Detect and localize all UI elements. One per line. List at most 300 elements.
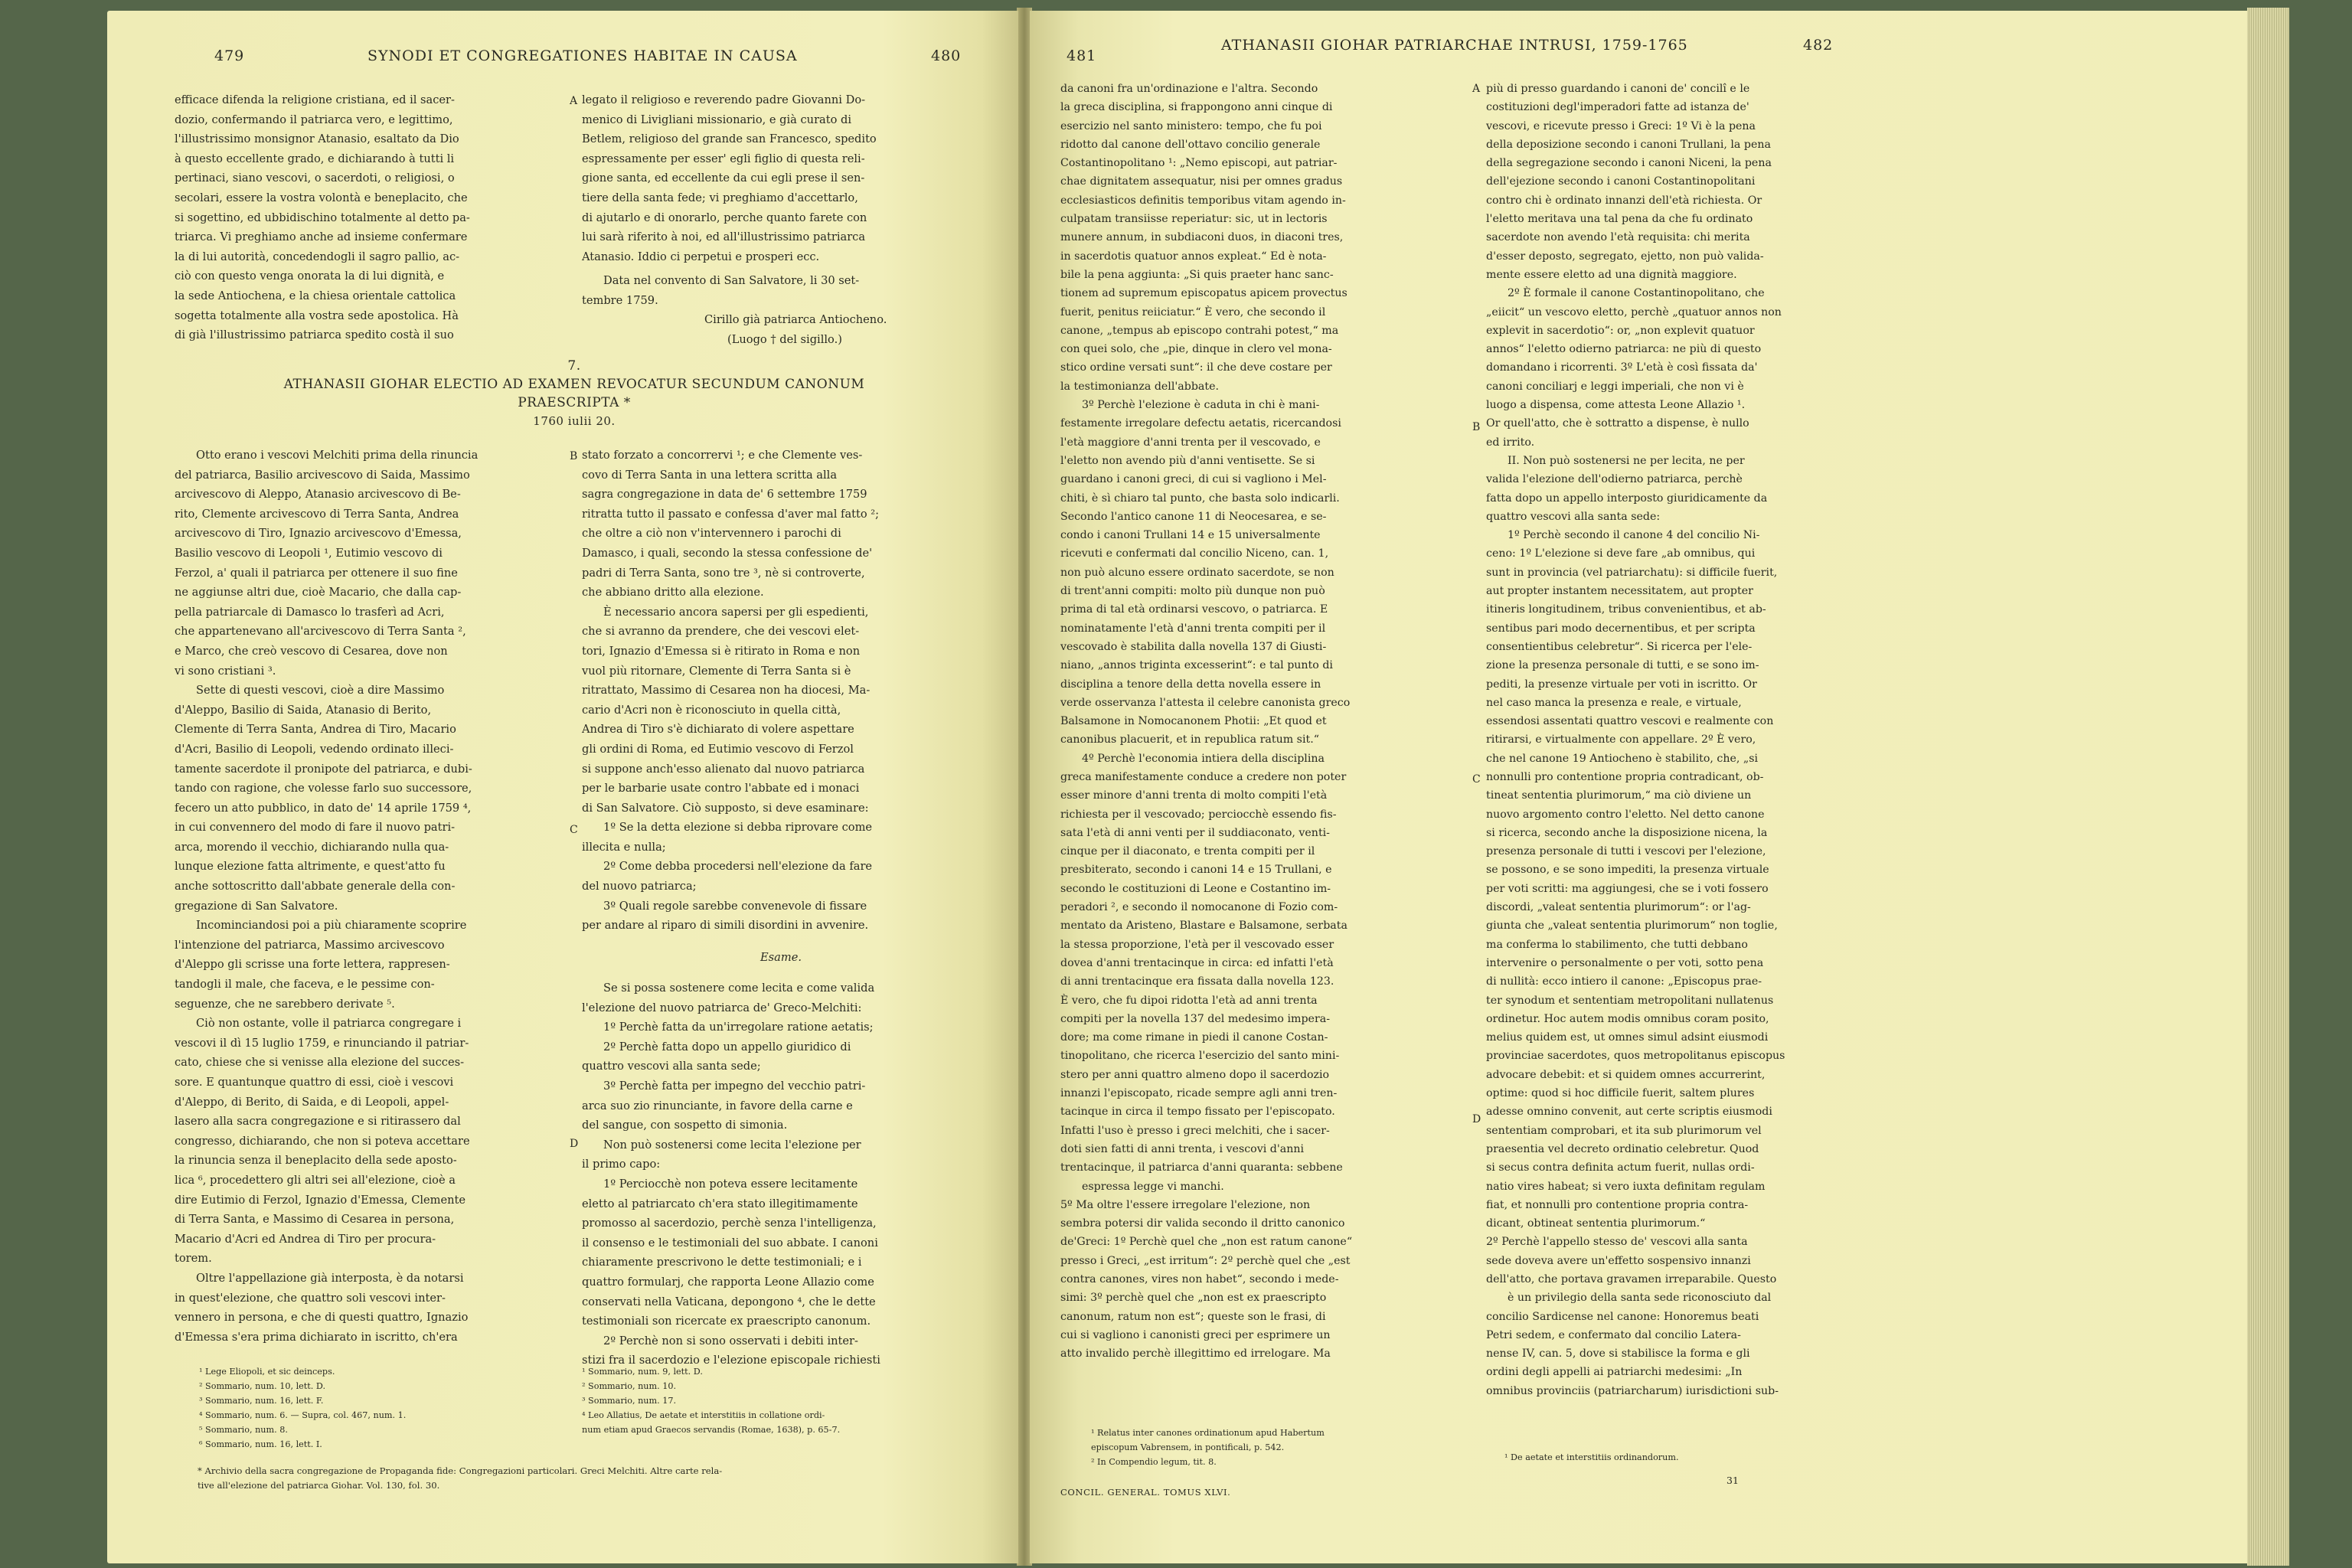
text-line: 5º Ma oltre l'essere irregolare l'elezione, non xyxy=(1060,1198,1311,1211)
text-line: di nullità: ecco intiero il canone: „Episcopus prae- xyxy=(1486,975,1762,988)
text-line: ne aggiunse altri due, cioè Macario, che dalla cap- xyxy=(175,586,462,599)
text-line: stico ordine versati sunt“: il che deve costare per xyxy=(1060,361,1332,374)
text-line: ritrattato, Massimo di Cesarea non ha diocesi, Ma- xyxy=(582,684,871,697)
text-line: dell'atto, che portava gravamen irreparabile. Questo xyxy=(1486,1273,1777,1285)
text-line: lui sarà riferito à noi, ed all'illustrissimo patriarca xyxy=(582,230,866,244)
margin-letter-c: C xyxy=(570,824,578,836)
text-line: tando con ragione, che volesse farlo suo successore, xyxy=(175,782,472,795)
text-line: Infatti l'uso è presso i greci melchiti, che i sacer- xyxy=(1060,1124,1330,1137)
text-line: munere annum, in subdiaconi duos, in diaconi tres, xyxy=(1060,231,1344,244)
text-line: condo i canoni Trullani 14 e 15 universalmente xyxy=(1060,529,1321,542)
text-line: padri di Terra Santa, sono tre ³, nè si controverte, xyxy=(582,566,865,580)
text-line: fiat, et nonnulli pro contentione propria contra- xyxy=(1486,1198,1749,1211)
text-line: fecero un atto pubblico, in dato de' 14 aprile 1759 ⁴, xyxy=(175,801,472,815)
text-line: Non può sostenersi come lecita l'elezione per xyxy=(603,1138,861,1152)
text-line: arca, morendo il vecchio, dichiarando nulla qua- xyxy=(175,840,449,854)
text-line: episcopum Vabrensem, in pontificali, p. 542. xyxy=(1091,1442,1285,1452)
text-line: consentientibus celebretur“. Si ricerca per l'ele- xyxy=(1486,640,1753,653)
text-line: culpatam transiisse reperiatur: sic, ut in lectoris xyxy=(1060,213,1328,226)
text-line: giunta che „valeat sententia plurimorum“ non toglie, xyxy=(1486,920,1778,933)
text-line: ter synodum et sententiam metropolitani nullatenus xyxy=(1486,994,1774,1007)
text-line: 3º Perchè fatta per impegno del vecchio patri- xyxy=(603,1079,866,1093)
text-line: stato forzato a concorrervi ¹; e che Clemente ves- xyxy=(582,449,863,462)
text-line: la testimonianza dell'abbate. xyxy=(1060,380,1219,393)
text-line: tandogli il male, che faceva, e le pessime con- xyxy=(175,978,435,991)
left-col2-body2 xyxy=(582,978,980,1370)
text-line: d'Aleppo gli scrisse una forte lettera, rappresen- xyxy=(175,958,450,972)
source-note-line-1: * Archivio della sacra congregazione de Propaganda fide: Congregazioni particolari. Greci Melchiti. Altre carte rela- xyxy=(198,1465,723,1476)
text-line: lica ⁶, procedettero gli altri sei all'elezione, cioè a xyxy=(175,1173,456,1187)
text-line: nuovo argomento contro l'eletto. Nel detto canone xyxy=(1486,808,1765,821)
text-line: 3º Quali regole sarebbe convenevole di fissare xyxy=(603,899,867,913)
text-line: ceno: 1º L'elezione si deve fare „ab omnibus, qui xyxy=(1486,547,1756,560)
text-line: ⁶ Sommario, num. 16, lett. I. xyxy=(199,1439,322,1449)
section-heading xyxy=(168,357,980,430)
text-line: sunt in provincia (vel patriarchatu): si difficile fuerit, xyxy=(1486,566,1778,579)
text-line: sogetta totalmente alla vostra sede apostolica. Hà xyxy=(175,309,459,322)
text-line: che abbiano dritto alla elezione. xyxy=(582,586,764,599)
text-line: della segregazione secondo i canoni Niceni, la pena xyxy=(1486,157,1772,170)
text-line: discordi, „valeat sententia plurimorum“: or l'ag- xyxy=(1486,901,1751,914)
text-line: 2º Come debba procedersi nell'elezione da fare xyxy=(603,860,873,874)
text-line: Se si possa sostenere come lecita e come valida xyxy=(603,982,875,995)
sheet-number: 31 xyxy=(1726,1475,1739,1486)
text-line: che appartenevano all'arcivescovo di Terra Santa ², xyxy=(175,625,466,639)
text-line: di San Salvatore. Ciò supposto, si deve esaminare: xyxy=(582,801,869,815)
text-line: nense IV, can. 5, dove si stabilisce la forma e gli xyxy=(1486,1348,1750,1361)
text-line: ciò con questo venga onorata la di lui dignità, e xyxy=(175,270,445,283)
text-line: quattro vescovi alla santa sede; xyxy=(582,1060,761,1073)
text-line: natio vires habeat; si vero iuxta definitam regulam xyxy=(1486,1180,1766,1193)
text-line: essendosi assentati quattro vescovi e realmente con xyxy=(1486,715,1774,728)
text-line: Betlem, religioso del grande san Francesco, spedito xyxy=(582,132,877,146)
text-line: 2º Perchè fatta dopo un appello giuridico di xyxy=(603,1040,851,1054)
text-line: costituzioni degl'imperadori fatte ad istanza de' xyxy=(1486,101,1749,114)
margin-letter-a-right: A xyxy=(1472,83,1481,95)
text-line: dicant, obtineat sententia plurimorum.“ xyxy=(1486,1217,1706,1230)
text-line: ² Sommario, num. 10. xyxy=(582,1381,677,1391)
left-footnotes-2 xyxy=(582,1364,980,1437)
text-line: da canoni fra un'ordinazione e l'altra. Secondo xyxy=(1060,83,1318,95)
text-line: stizi fra il sacerdozio e l'elezione episcopale richiesti xyxy=(582,1354,880,1367)
text-line: ridotto dal canone dell'ottavo concilio generale xyxy=(1060,138,1321,151)
text-line: di anni trentacinque era fissata dalla novella 123. xyxy=(1060,975,1334,988)
text-line: È vero, che fu dipoi ridotta l'età ad anni trenta xyxy=(1060,994,1318,1007)
text-line: ed irrito. xyxy=(1486,436,1535,449)
text-line: cario d'Acri non è riconosciuto in quella città, xyxy=(582,703,841,717)
text-line: il primo capo: xyxy=(582,1158,661,1171)
right-page-number-b: 482 xyxy=(1803,37,1834,54)
text-line: mente essere eletto ad una dignità maggiore. xyxy=(1486,268,1737,281)
text-line: di Terra Santa, e Massimo di Cesarea in persona, xyxy=(175,1213,455,1227)
left-page-number-a: 479 xyxy=(214,47,245,64)
section-date: 1760 iulii 20. xyxy=(533,414,616,428)
text-line: 2º Perchè non si sono osservati i debiti inter- xyxy=(603,1334,858,1348)
text-line: si secus contra definita actum fuerit, nullas ordi- xyxy=(1486,1161,1755,1174)
text-line: rito, Clemente arcivescovo di Terra Santa, Andrea xyxy=(175,507,459,521)
text-line: canoni conciliarj e leggi imperiali, che non vi è xyxy=(1486,380,1744,393)
text-line: congresso, dichiarando, che non si poteva accettare xyxy=(175,1134,470,1148)
text-line: Or quell'atto, che è sottratto a dispense, è nullo xyxy=(1486,417,1749,430)
text-line: d'Acri, Basilio di Leopoli, vedendo ordinato illeci- xyxy=(175,742,454,756)
text-line: cato, chiese che si venisse alla elezione del succes- xyxy=(175,1056,464,1070)
date-line: Data nel convento di San Salvatore, li 30 set- xyxy=(603,274,860,287)
text-line: chae dignitatem assequatur, nisi per omnes gradus xyxy=(1060,175,1343,188)
text-line: torem. xyxy=(175,1252,212,1266)
text-line: advocare debebit: et si quidem omnes accurrerint, xyxy=(1486,1068,1766,1081)
text-line: espressa legge vi manchi. xyxy=(1082,1180,1224,1193)
text-line: lasero alla sacra congregazione e si ritirassero dal xyxy=(175,1115,461,1129)
text-line: Basilio vescovo di Leopoli ¹, Eutimio vescovo di xyxy=(175,546,443,560)
text-line: provinciae sacerdotes, quos metropolitanus episcopus xyxy=(1486,1050,1785,1063)
text-line: pediti, la presenze virtuale per voti in iscritto. Or xyxy=(1486,678,1757,691)
text-line: Oltre l'appellazione già interposta, è da notarsi xyxy=(196,1271,464,1285)
text-line: aut propter instantem necessitatem, aut propter xyxy=(1486,585,1753,598)
text-line: bile la pena aggiunta: „Si quis praeter hanc sanc- xyxy=(1060,268,1334,281)
text-line: dore; ma come rimane in piedi il canone Costan- xyxy=(1060,1031,1328,1044)
left-page-number-b: 480 xyxy=(931,47,962,64)
text-line: presso i Greci, „est irritum“: 2º perchè quel che „est xyxy=(1060,1254,1351,1267)
letter-date xyxy=(582,271,980,349)
text-line: sembra potersi dir valida secondo il dritto canonico xyxy=(1060,1217,1345,1230)
text-line: chiti, è sì chiaro tal punto, che basta solo indicarli. xyxy=(1060,492,1340,505)
text-line: 1º Perciocchè non poteva essere lecitamente xyxy=(603,1177,858,1191)
text-line: esercizio nel santo ministero: tempo, che fu poi xyxy=(1060,119,1322,132)
text-line: per le barbarie usate contro l'abbate ed i monaci xyxy=(582,782,860,795)
text-line: espressamente per esser' egli figlio di questa reli- xyxy=(582,152,865,165)
text-line: tinopolitano, che ricerca l'esercizio del santo mini- xyxy=(1060,1050,1340,1063)
text-line: promosso al sacerdozio, perchè senza l'intelligenza, xyxy=(582,1217,877,1230)
text-line: presenza personale di tutti i vescovi per l'elezione, xyxy=(1486,845,1766,858)
margin-letter-b: B xyxy=(570,450,578,462)
text-line: ordini degli appelli ai patriarchi medesimi: „In xyxy=(1486,1366,1743,1379)
text-line: ¹ De aetate et interstitiis ordinandorum. xyxy=(1504,1452,1679,1462)
text-line: melius quidem est, ut omnes simul adsint eiusmodi xyxy=(1486,1031,1769,1044)
text-line: sententiam comprobari, et ita sub plurimorum vel xyxy=(1486,1124,1762,1137)
text-line: tineat sententia plurimorum,“ ma ciò diviene un xyxy=(1486,789,1752,802)
text-line: compiti per la novella 137 del medesimo impera- xyxy=(1060,1012,1330,1025)
text-line: gione santa, ed eccellente da cui egli prese il sen- xyxy=(582,172,865,185)
right-col2 xyxy=(1486,80,1900,1400)
text-line: dozio, confermando il patriarca vero, e legittimo, xyxy=(175,113,453,126)
text-line: fatta dopo un appello interposto giuridicamente da xyxy=(1486,492,1768,505)
text-line: peradori ², e secondo il nomocanone di Fozio com- xyxy=(1060,901,1338,914)
text-line: ma conferma lo stabilimento, che tutti debbano xyxy=(1486,938,1748,951)
text-line: arca suo zio rinunciante, in favore della carne e xyxy=(582,1099,853,1112)
text-line: dovea d'anni trentacinque in circa: ed infatti l'età xyxy=(1060,956,1334,969)
text-line: 4º Perchè l'economia intiera della disciplina xyxy=(1082,752,1325,765)
text-line: pertinaci, siano vescovi, o sacerdoti, o religiosi, o xyxy=(175,172,455,185)
text-line: menico di Livigliani missionario, e già curato di xyxy=(582,113,852,126)
text-line: si sogettino, ed ubbidischino totalmente al detto pa- xyxy=(175,211,470,224)
text-line: tamente sacerdote il pronipote del patriarca, e dubi- xyxy=(175,762,472,776)
text-line: secondo le costituzioni di Leone e Costantino im- xyxy=(1060,882,1331,895)
text-line: triarca. Vi preghiamo anche ad insieme confermare xyxy=(175,230,468,244)
text-line: arcivescovo di Tiro, Ignazio arcivescovo d'Emessa, xyxy=(175,527,462,541)
left-col2-top xyxy=(582,90,980,266)
text-line: Secondo l'antico canone 11 di Neocesarea, e se- xyxy=(1060,510,1327,523)
right-footnotes-2 xyxy=(1504,1450,1887,1465)
text-line: atto invalido perchè illegittimo ed irrelogare. Ma xyxy=(1060,1348,1331,1361)
text-line: ⁵ Sommario, num. 8. xyxy=(199,1425,288,1435)
text-line: si suppone anch'esso alienato dal nuovo patriarca xyxy=(582,762,865,776)
text-line: trentacinque, il patriarca d'anni quaranta: sebbene xyxy=(1060,1161,1343,1174)
text-line: vescovi il dì 15 luglio 1759, e rinunciando il patriar- xyxy=(175,1036,469,1050)
text-line: per voti scritti: ma aggiungesi, che se i voti fossero xyxy=(1486,882,1769,895)
text-line: luogo a dispensa, come attesta Leone Allazio ¹. xyxy=(1486,399,1746,412)
text-line: adesse omnino convenit, aut certe scriptis eiusmodi xyxy=(1486,1106,1772,1119)
text-line: intervenire o personalmente o per voti, sotto pena xyxy=(1486,956,1764,969)
right-footnotes-1 xyxy=(1091,1426,1459,1469)
text-line: Clemente di Terra Santa, Andrea di Tiro, Macario xyxy=(175,723,456,737)
text-line: Damasco, i quali, secondo la stessa confessione de' xyxy=(582,546,873,560)
text-line: vi sono cristiani ³. xyxy=(175,664,276,678)
text-line: 3º Perchè l'elezione è caduta in chi è mani- xyxy=(1082,399,1320,412)
text-line: Petri sedem, e confermato dal concilio Latera- xyxy=(1486,1328,1741,1341)
text-line: tiere della santa fede; vi preghiamo d'accettarlo, xyxy=(582,191,858,204)
text-line: itineris longitudinem, tribus convenientibus, et ab- xyxy=(1486,603,1766,616)
text-line: vuol più ritornare, Clemente di Terra Santa si è xyxy=(582,664,851,678)
right-running-header: ATHANASII GIOHAR PATRIARCHAE INTRUSI, 1759-1765 xyxy=(1221,37,1688,54)
right-page xyxy=(1030,11,2247,1563)
text-line: d'Aleppo, di Berito, di Saida, e di Leopoli, appel- xyxy=(175,1095,449,1109)
page-edges xyxy=(2247,8,2289,1566)
text-line: ricevuti e confermati dal concilio Niceno, can. 1, xyxy=(1060,547,1329,560)
text-line: sentibus pari modo decernentibus, et per scripta xyxy=(1486,622,1756,635)
left-footnotes-1 xyxy=(199,1364,559,1452)
text-line: num etiam apud Graecos servandis (Romae, 1638), p. 65-7. xyxy=(582,1425,841,1435)
text-line: Ciò non ostante, volle il patriarca congregare i xyxy=(196,1017,462,1031)
text-line: gregazione di San Salvatore. xyxy=(175,899,338,913)
text-line: in cui convennero del modo di fare il nuovo patri- xyxy=(175,821,456,835)
text-line: richiesta per il vescovado; perciocchè essendo fis- xyxy=(1060,808,1337,821)
text-line: nominatamente l'età d'anni trenta compiti per il xyxy=(1060,622,1326,635)
text-line: che oltre a ciò non v'intervennero i parochi di xyxy=(582,527,841,541)
text-line: domandano i ricorrenti. 3º L'età è così fissata da' xyxy=(1486,361,1758,374)
text-line: tori, Ignazio d'Emessa si è ritirato in Roma e non xyxy=(582,644,861,658)
text-line: ² Sommario, num. 10, lett. D. xyxy=(199,1381,326,1391)
text-line: prima di tal età ordinarsi vescovo, o patriarca. E xyxy=(1060,603,1328,616)
text-line: sede doveva avere un'effetto sospensivo innanzi xyxy=(1486,1254,1751,1267)
margin-letter-a: A xyxy=(570,95,578,107)
text-line: cui si vagliono i canonisti greci per esprimere un xyxy=(1060,1328,1331,1341)
text-line: la rinuncia senza il beneplacito della sede aposto- xyxy=(175,1154,457,1168)
text-line: innanzi l'episcopato, ricade sempre agli anni tren- xyxy=(1060,1087,1338,1100)
text-line: disciplina a tenore della detta novella essere in xyxy=(1060,678,1321,691)
text-line: Costantinopolitano ¹: „Nemo episcopi, aut patriar- xyxy=(1060,157,1338,170)
text-line: Macario d'Acri ed Andrea di Tiro per procura- xyxy=(175,1232,436,1246)
left-col2-body xyxy=(582,446,980,936)
text-line: II. Non può sostenersi ne per lecita, ne per xyxy=(1508,454,1745,467)
text-line: fuerit, penitus reiiciatur.“ È vero, che secondo il xyxy=(1060,305,1326,318)
text-line: contra canones, vires non habet“, secondo i mede- xyxy=(1060,1273,1339,1285)
margin-letter-d: D xyxy=(570,1138,579,1150)
text-line: testimoniali son ricercate ex praescripto canonum. xyxy=(582,1315,871,1328)
text-line: 2º È formale il canone Costantinopolitano, che xyxy=(1508,287,1765,300)
text-line: efficace difenda la religione cristiana, ed il sacer- xyxy=(175,93,455,106)
right-page-number-a: 481 xyxy=(1067,47,1097,64)
text-line: Andrea di Tiro s'è dichiarato di volere aspettare xyxy=(582,723,854,737)
text-line: tacinque in circa il tempo fissato per l'episcopato. xyxy=(1060,1106,1335,1119)
text-line: sata l'età di anni venti per il suddiaconato, venti- xyxy=(1060,826,1330,839)
section-title-1: ATHANASII GIOHAR ELECTIO AD EXAMEN REVOCATUR SECUNDUM CANONUM xyxy=(283,377,865,392)
text-line: ecclesiasticos definitis temporibus vitam agendo in- xyxy=(1060,194,1346,207)
text-line: optime: quod si hoc difficile fuerit, saltem plures xyxy=(1486,1087,1755,1100)
section-title-2: PRAESCRIPTA * xyxy=(518,395,631,410)
signature-mark: CONCIL. GENERAL. TOMUS XLVI. xyxy=(1060,1487,1231,1498)
text-line: de'Greci: 1º Perchè quel che „non est ratum canone“ xyxy=(1060,1236,1353,1249)
text-line: ² In Compendio legum, tit. 8. xyxy=(1091,1457,1217,1467)
text-line: nonnulli pro contentione propria contradicant, ob- xyxy=(1486,770,1764,783)
text-line: ritratta tutto il passato e confessa d'aver mal fatto ²; xyxy=(582,507,880,521)
text-line: legato il religioso e reverendo padre Giovanni Do- xyxy=(582,93,866,106)
text-line: Atanasio. Iddio ci perpetui e prosperi ecc. xyxy=(582,250,820,263)
text-line: Ferzol, a' quali il patriarca per ottenere il suo fine xyxy=(175,566,458,580)
text-line: vescovi, e ricevute presso i Greci: 1º Vi è la pena xyxy=(1486,119,1756,132)
text-line: lunque elezione fatta altrimente, e quest'atto fu xyxy=(175,860,446,874)
text-line: guardano i canoni greci, di cui si vagliono i Mel- xyxy=(1060,473,1327,486)
text-line: contro chi è ordinato innanzi dell'età richiesta. Or xyxy=(1486,194,1762,207)
text-line: l'eletto meritava una tal pena da che fu ordinato xyxy=(1486,213,1753,226)
text-line: l'età maggiore d'anni trenta per il vescovado, e xyxy=(1060,436,1321,449)
text-line: d'esser deposto, segregato, ejetto, non può valida- xyxy=(1486,250,1764,263)
text-line: vennero in persona, e che di questi quattro, Ignazio xyxy=(175,1311,469,1325)
text-line: sacerdote non avendo l'età requisita: chi merita xyxy=(1486,231,1750,244)
text-line: in quest'elezione, che quattro soli vescovi inter- xyxy=(175,1291,446,1305)
text-line: greca manifestamente conduce a credere non poter xyxy=(1060,770,1347,783)
text-line: festamente irregolare defectu aetatis, ricercandosi xyxy=(1060,417,1341,430)
text-line: è un privilegio della santa sede riconosciuto dal xyxy=(1508,1292,1772,1305)
text-line: cinque per il diaconato, e trenta compiti per il xyxy=(1060,845,1315,858)
text-line: il consenso e le testimoniali del suo abbate. I canoni xyxy=(582,1236,878,1250)
text-line: che nel canone 19 Antiocheno è stabilito, che, „si xyxy=(1486,752,1759,765)
signature-line: Cirillo già patriarca Antiocheno. xyxy=(704,313,887,327)
text-line: verde osservanza l'attesta il celebre canonista greco xyxy=(1060,696,1351,709)
text-line: 1º Perchè fatta da un'irregolare ratione aetatis; xyxy=(603,1021,874,1034)
text-line: sagra congregazione in data de' 6 settembre 1759 xyxy=(582,488,867,501)
text-line: di già l'illustrissimo patriarca spedito costà il suo xyxy=(175,328,454,342)
text-line: 1º Perchè secondo il canone 4 del concilio Ni- xyxy=(1508,529,1760,542)
text-line: illecita e nulla; xyxy=(582,840,666,854)
text-line: più di presso guardando i canoni de' concilî e le xyxy=(1486,83,1750,95)
text-line: à questo eccellente grado, e dichiarando à tutti li xyxy=(175,152,455,165)
section-number: 7. xyxy=(567,358,581,374)
text-line: ritirarsi, e virtualmente con appellare. 2º È vero, xyxy=(1486,733,1756,746)
left-running-header: SYNODI ET CONGREGATIONES HABITAE IN CAUSA xyxy=(368,47,798,64)
text-line: ¹ Sommario, num. 9, lett. D. xyxy=(582,1367,703,1377)
text-line: anche sottoscritto dall'abbate generale della con- xyxy=(175,880,456,893)
text-line: ⁴ Sommario, num. 6. — Supra, col. 467, num. 1. xyxy=(199,1410,407,1420)
text-line: „eiicit“ un vescovo eletto, perchè „quatuor annos non xyxy=(1486,305,1782,318)
text-line: l'intenzione del patriarca, Massimo arcivescovo xyxy=(175,938,445,952)
text-line: quattro formularj, che rapporta Leone Allazio come xyxy=(582,1275,874,1289)
text-line: d'Aleppo, Basilio di Saida, Atanasio di Berito, xyxy=(175,703,432,717)
text-line: tionem ad supremum episcopatus apicem provectus xyxy=(1060,287,1348,300)
text-line: ³ Sommario, num. 16, lett. F. xyxy=(199,1396,324,1406)
text-line: sore. E quantunque quattro di essi, cioè i vescovi xyxy=(175,1076,454,1089)
text-line: d'Emessa s'era prima dichiarato in iscritto, ch'era xyxy=(175,1330,458,1344)
text-line: della deposizione secondo i canoni Trullani, la pena xyxy=(1486,138,1771,151)
text-line: Otto erano i vescovi Melchiti prima della rinuncia xyxy=(196,449,479,462)
text-line: di trent'anni compiti: molto più dunque non può xyxy=(1060,585,1325,598)
text-line: si ricerca, secondo anche la disposizione nicena, la xyxy=(1486,826,1768,839)
text-line: praesentia vel decreto ordinatio celebretur. Quod xyxy=(1486,1142,1759,1155)
seal-line: (Luogo † del sigillo.) xyxy=(727,332,842,346)
left-col1-body xyxy=(175,446,567,1347)
text-line: con quei solo, che „pie, dinque in clero vel mona- xyxy=(1060,343,1332,356)
text-line: explevit in sacerdotio“: or, „non explevit quatuor xyxy=(1486,324,1755,337)
left-col1-top xyxy=(175,90,567,345)
text-line: secolari, essere la vostra volontà e beneplacito, che xyxy=(175,191,468,204)
text-line: Incominciandosi poi a più chiaramente scoprire xyxy=(196,919,467,933)
text-line: del nuovo patriarca; xyxy=(582,880,697,893)
right-col1 xyxy=(1060,80,1468,1363)
text-line: del patriarca, Basilio arcivescovo di Saida, Massimo xyxy=(175,468,470,482)
text-line: non può alcuno essere ordinato sacerdote, se non xyxy=(1060,566,1334,579)
text-line: seguenze, che ne sarebbero derivate ⁵. xyxy=(175,997,395,1011)
text-line: annos“ l'eletto odierno patriarca: ne più di questo xyxy=(1486,343,1762,356)
text-line: omnibus provinciis (patriarcharum) iurisdictioni sub- xyxy=(1486,1384,1779,1397)
text-line: l'elezione del nuovo patriarca de' Greco-Melchiti: xyxy=(582,1001,862,1014)
text-line: se possono, e se sono impediti, la presenza virtuale xyxy=(1486,864,1769,877)
text-line: chiaramente prescrivono le dette testimoniali; e i xyxy=(582,1256,862,1269)
text-line: concilio Sardicense nel canone: Honoremus beati xyxy=(1486,1310,1759,1323)
text-line: vescovado è stabilita dalla novella 137 di Giusti- xyxy=(1060,640,1327,653)
text-line: quattro vescovi alla santa sede: xyxy=(1486,510,1661,523)
text-line: presbiterato, secondo i canoni 14 e 15 Trullani, e xyxy=(1060,864,1332,877)
text-line: esser minore d'anni trenta di molto compiti l'età xyxy=(1060,789,1328,802)
examen-label: Esame. xyxy=(760,951,802,964)
text-line: la greca disciplina, si frappongono anni cinque di xyxy=(1060,101,1333,114)
text-line: l'eletto non avendo più d'anni ventisette. Se si xyxy=(1060,454,1315,467)
text-line: l'illustrissimo monsignor Atanasio, esaltato da Dio xyxy=(175,132,459,146)
text-line: simi: 3º perchè quel che „non est ex praescripto xyxy=(1060,1292,1327,1305)
text-line: dire Eutimio di Ferzol, Ignazio d'Emessa, Clemente xyxy=(175,1193,466,1207)
text-line: canonibus placuerit, et in republica ratum sit.“ xyxy=(1060,733,1319,746)
text-line: zione la presenza personale di tutti, e se sono im- xyxy=(1486,659,1759,672)
text-line: ordinetur. Hoc autem modis omnibus coram posito, xyxy=(1486,1012,1769,1025)
text-line: covo di Terra Santa in una lettera scritta alla xyxy=(582,468,838,482)
text-line: mentato da Aristeno, Blastare e Balsamone, serbata xyxy=(1060,920,1348,933)
text-line: ⁴ Leo Allatius, De aetate et interstitiis in collatione ordi- xyxy=(582,1410,825,1420)
text-line: ³ Sommario, num. 17. xyxy=(582,1396,677,1406)
text-line: eletto al patriarcato ch'era stato illegitimamente xyxy=(582,1197,858,1210)
source-note xyxy=(198,1464,986,1493)
text-line: 1º Se la detta elezione si debba riprovare come xyxy=(603,821,873,835)
text-line: È necessario ancora sapersi per gli espedienti, xyxy=(603,605,869,619)
margin-letter-b-right: B xyxy=(1472,421,1481,433)
text-line: Sette di questi vescovi, cioè a dire Massimo xyxy=(196,684,445,697)
text-line: canone, „tempus ab episcopo contrahi potest,“ ma xyxy=(1060,324,1339,337)
text-line: Balsamone in Nomocanonem Photii: „Et quod et xyxy=(1060,715,1327,728)
source-note-line-2: tive all'elezione del patriarca Giohar. Vol. 130, fol. 30. xyxy=(198,1480,440,1491)
margin-letter-d-right: D xyxy=(1472,1113,1481,1125)
text-line: doti sien fatti di anni trenta, i vescovi d'anni xyxy=(1060,1142,1305,1155)
text-line: la sede Antiochena, e la chiesa orientale cattolica xyxy=(175,289,456,302)
text-line: del sangue, con sospetto di simonia. xyxy=(582,1119,788,1132)
text-line: di ajutarlo e di onorarlo, perche quanto farete con xyxy=(582,211,867,224)
text-line: la di lui autorità, concedendogli il sagro pallio, ac- xyxy=(175,250,460,263)
text-line: la stessa proporzione, l'età per il vescovado esser xyxy=(1060,938,1334,951)
text-line: 2º Perchè l'appello stesso de' vescovi alla santa xyxy=(1486,1236,1748,1249)
text-line: in sacerdotis quatuor annos expleat.“ Ed è nota- xyxy=(1060,250,1327,263)
text-line: canonum, ratum non est“; queste son le frasi, di xyxy=(1060,1310,1326,1323)
left-page xyxy=(107,11,1018,1563)
text-line: gli ordini di Roma, ed Eutimio vescovo di Ferzol xyxy=(582,742,854,756)
text-line: e Marco, che creò vescovo di Cesarea, dove non xyxy=(175,644,448,658)
text-line: dell'ejezione secondo i canoni Costantinopolitani xyxy=(1486,175,1756,188)
text-line: nel caso manca la presenza e reale, e virtuale, xyxy=(1486,696,1742,709)
